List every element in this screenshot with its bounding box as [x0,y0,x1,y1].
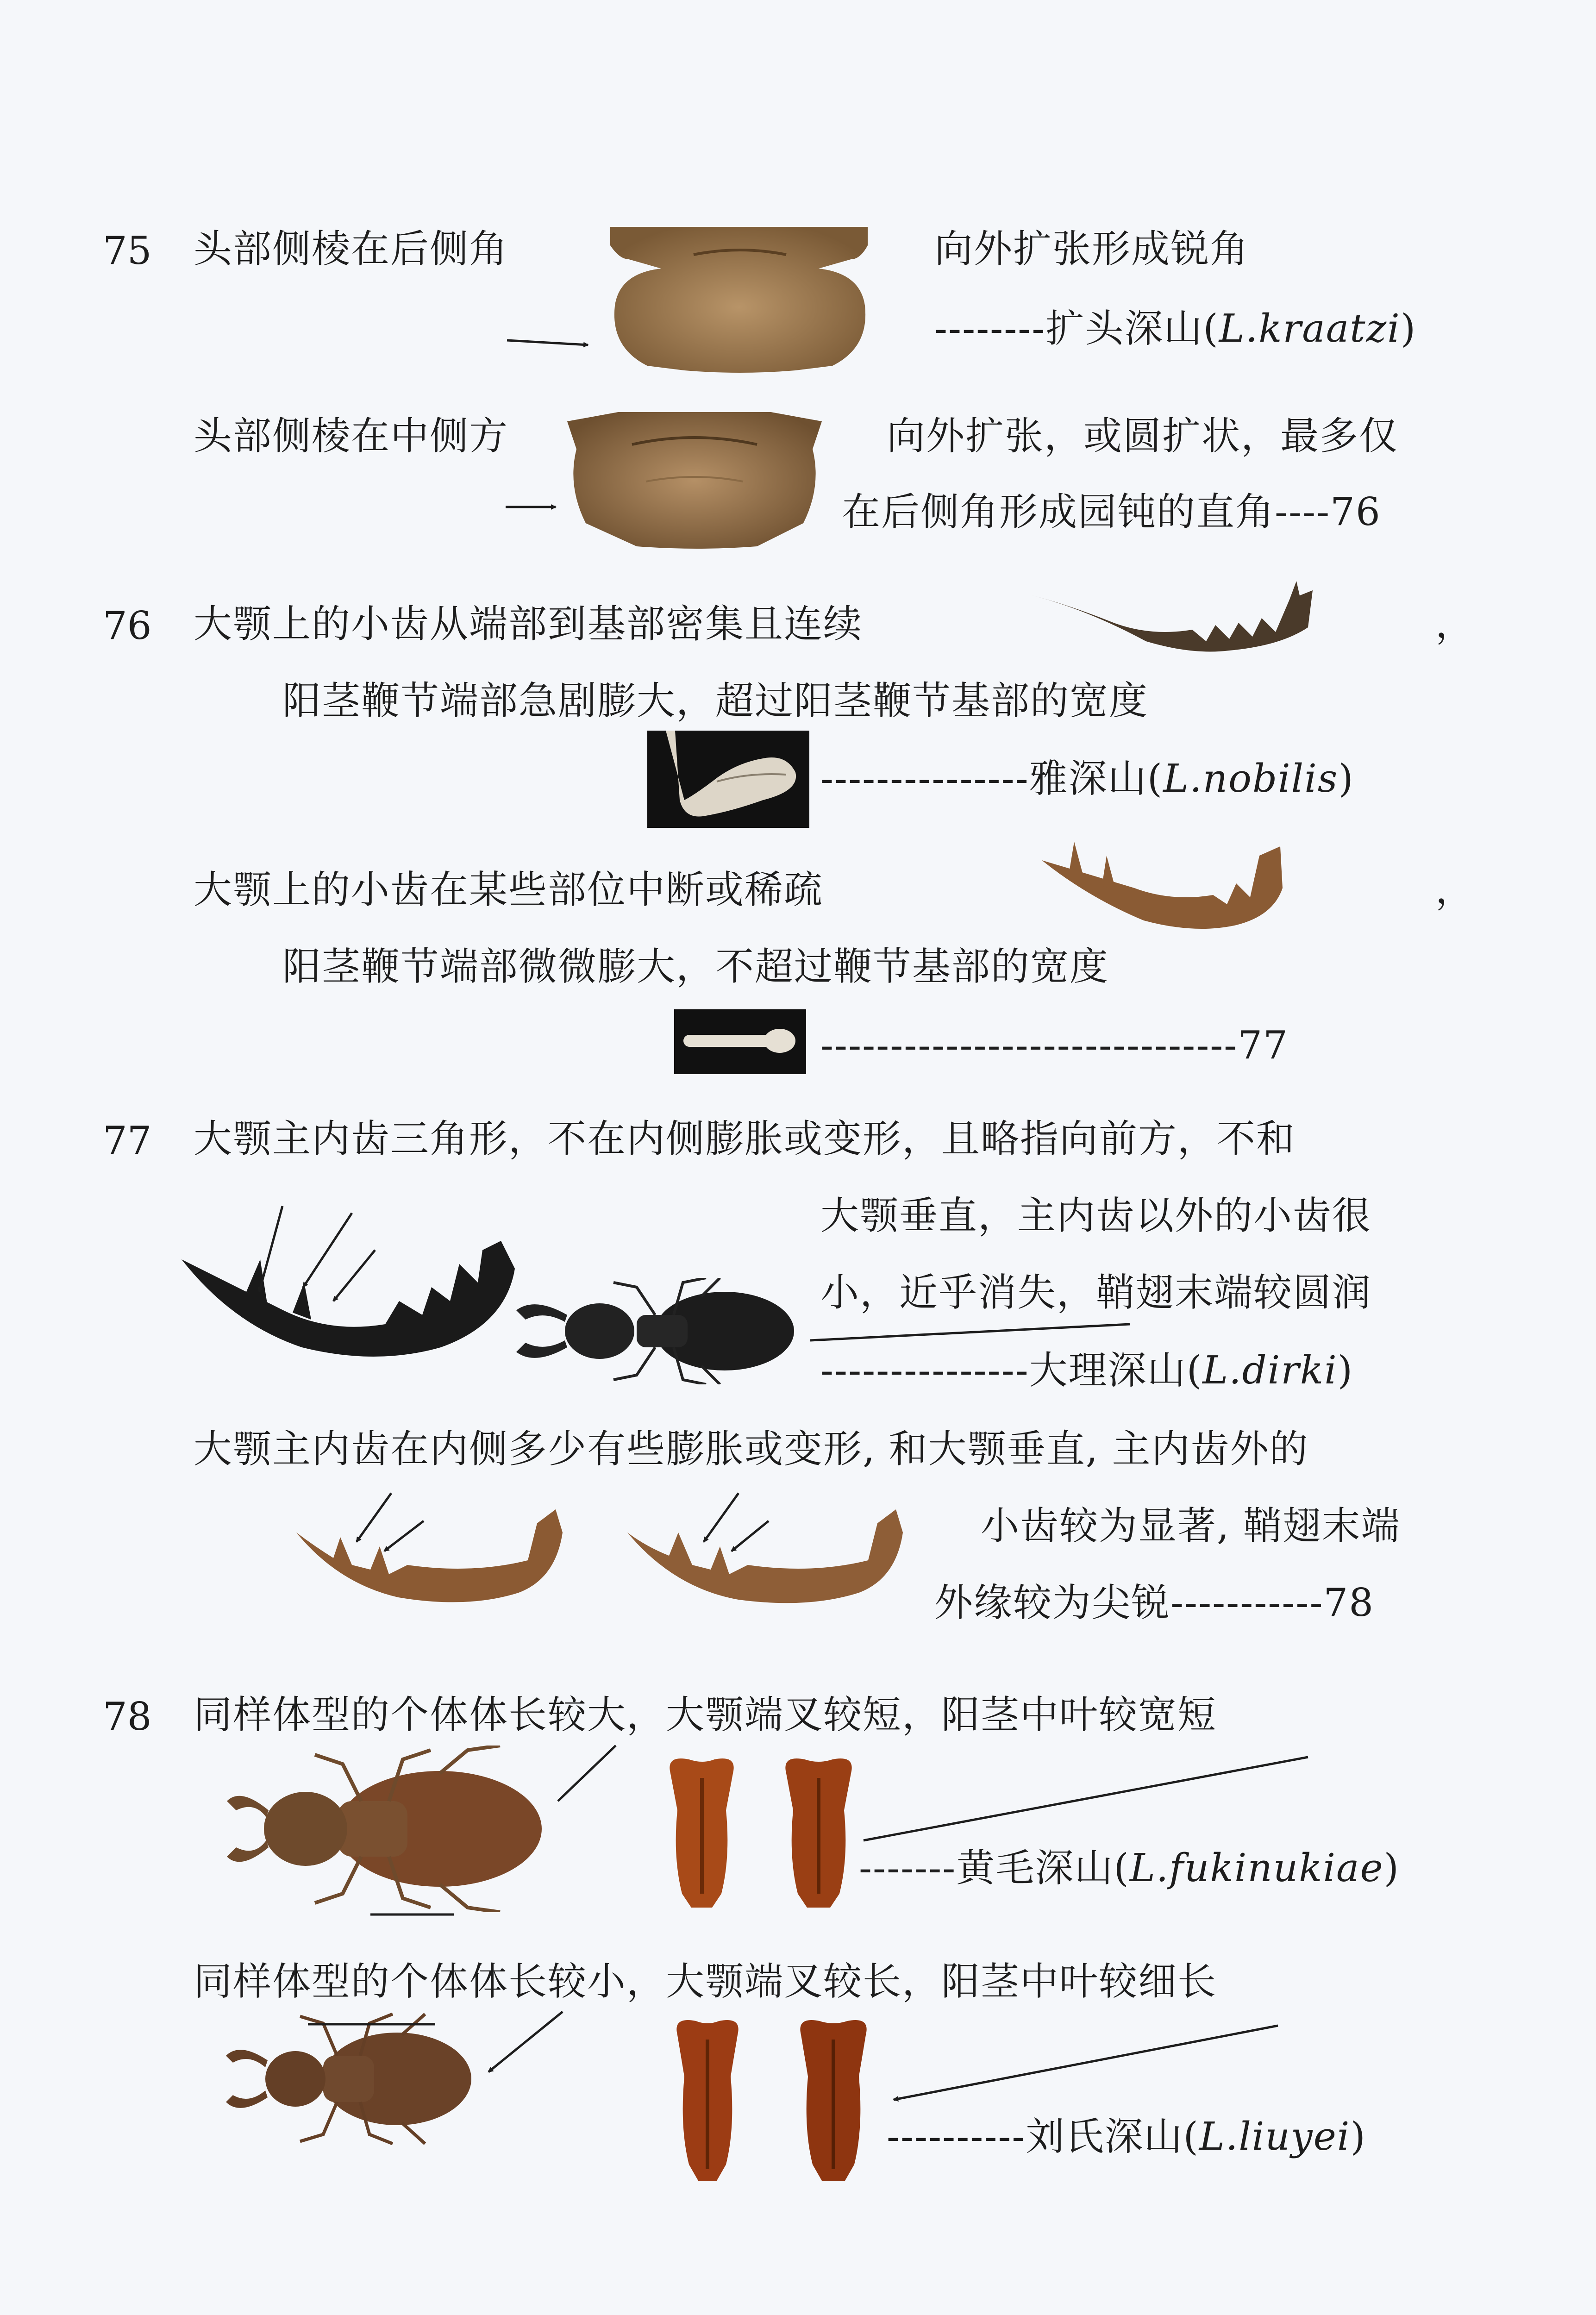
couplet-number-75: 75 [103,228,152,273]
couplet-75a-text-right: 向外扩张形成锐角 [934,226,1249,271]
arrow-75a [507,340,588,345]
mandible-photo-77b-left [296,1505,565,1611]
couplet-76a-result-prefix: ---------------雅深山 [820,756,1147,801]
couplet-78b-result-prefix: ----------刘氏深山 [887,2114,1183,2159]
couplet-75a-result: --------扩头深山(L.kraatzi) [934,306,1417,351]
species-name-liuyei: L.liuyei [1199,2114,1351,2159]
couplet-76b-result: ------------------------------77 [820,1023,1289,1068]
species-name-kraatzi: L.kraatzi [1219,306,1401,351]
couplet-77a-line3: 小，近乎消失，鞘翅末端较圆润 [820,1270,1371,1315]
beetle-photo-fukinukiae [222,1746,556,1912]
couplet-75b-text-left: 头部侧棱在中侧方 [194,413,508,458]
aedeagus-photo-fukinukiae-1 [661,1755,742,1910]
pointer-78a-aedeagus [864,1757,1308,1840]
couplet-75a-result-prefix: --------扩头深山 [934,306,1203,351]
couplet-76b-line2: 阳茎鞭节端部微微膨大，不超过鞭节基部的宽度 [282,944,1109,989]
aedeagus-photo-76b [674,1009,806,1074]
couplet-77a-line1: 大颚主内齿三角形，不在内侧膨胀或变形，且略指向前方，不和 [194,1116,1296,1161]
head-photo-75a [601,227,877,380]
couplet-76a-comma: ， [1435,601,1475,646]
couplet-77a-result-prefix: ---------------大理深山 [820,1348,1187,1393]
couplet-78a-line1: 同样体型的个体体长较大，大颚端叉较短，阳茎中叶较宽短 [194,1692,1217,1737]
couplet-76a-line1: 大颚上的小齿从端部到基部密集且连续 [194,601,863,646]
couplet-76b-comma: ， [1435,867,1475,912]
couplet-75b-text-right-1: 向外扩张，或圆扩状，最多仅 [887,413,1398,458]
species-name-nobilis: L.nobilis [1163,756,1339,801]
beetle-photo-liuyei [221,2009,481,2148]
couplet-77a-result: ---------------大理深山(L.dirki) [820,1348,1354,1393]
mandible-drawing-77a [182,1232,522,1370]
head-photo-75b [563,412,826,551]
couplet-number-78: 78 [103,1694,152,1739]
couplet-78a-result: -------黄毛深山(L.fukinukiae) [859,1846,1400,1890]
couplet-78b-line1: 同样体型的个体体长较小，大颚端叉较长，阳茎中叶较细长 [194,1959,1217,2004]
couplet-75a-text-left: 头部侧棱在后侧角 [194,226,508,271]
pointer-78b-beetle [488,2012,563,2072]
arrow-78b-aedeagus [894,2026,1278,2100]
mandible-photo-76a [1030,581,1317,664]
beetle-photo-dirki [507,1278,808,1384]
couplet-75b-text-right-2: 在后侧角形成园钝的直角----76 [842,489,1381,534]
species-name-fukinukiae: L.fukinukiae [1129,1846,1384,1890]
couplet-77b-line1: 大颚主内齿在内侧多少有些膨胀或变形, 和大颚垂直, 主内齿外的 [194,1427,1309,1471]
mandible-photo-77b-right [627,1505,905,1611]
couplet-76b-line1: 大颚上的小齿在某些部位中断或稀疏 [194,867,823,912]
aedeagus-photo-liuyei-1 [666,2016,749,2183]
couplet-number-76: 76 [103,603,152,648]
couplet-77a-line2: 大颚垂直，主内齿以外的小齿很 [820,1193,1371,1238]
species-name-dirki: L.dirki [1202,1348,1338,1393]
couplet-number-77: 77 [103,1118,152,1163]
couplet-78a-result-prefix: -------黄毛深山 [859,1846,1114,1890]
couplet-76a-result: ---------------雅深山(L.nobilis) [820,756,1354,801]
aedeagus-photo-fukinukiae-2 [777,1755,860,1910]
pointer-78a-beetle [558,1746,616,1801]
couplet-78b-result: ----------刘氏深山(L.liuyei) [887,2114,1366,2159]
couplet-76a-line2: 阳茎鞭节端部急剧膨大，超过阳茎鞭节基部的宽度 [282,678,1148,723]
mandible-photo-76b [1042,842,1283,934]
aedeagus-photo-76a [647,731,809,828]
couplet-77b-line2: 小齿较为显著, 鞘翅末端 [981,1503,1401,1548]
couplet-77b-line3: 外缘较为尖锐-----------78 [934,1580,1375,1625]
pointer-77a-elytra [810,1324,1130,1340]
aedeagus-photo-liuyei-2 [789,2016,877,2183]
